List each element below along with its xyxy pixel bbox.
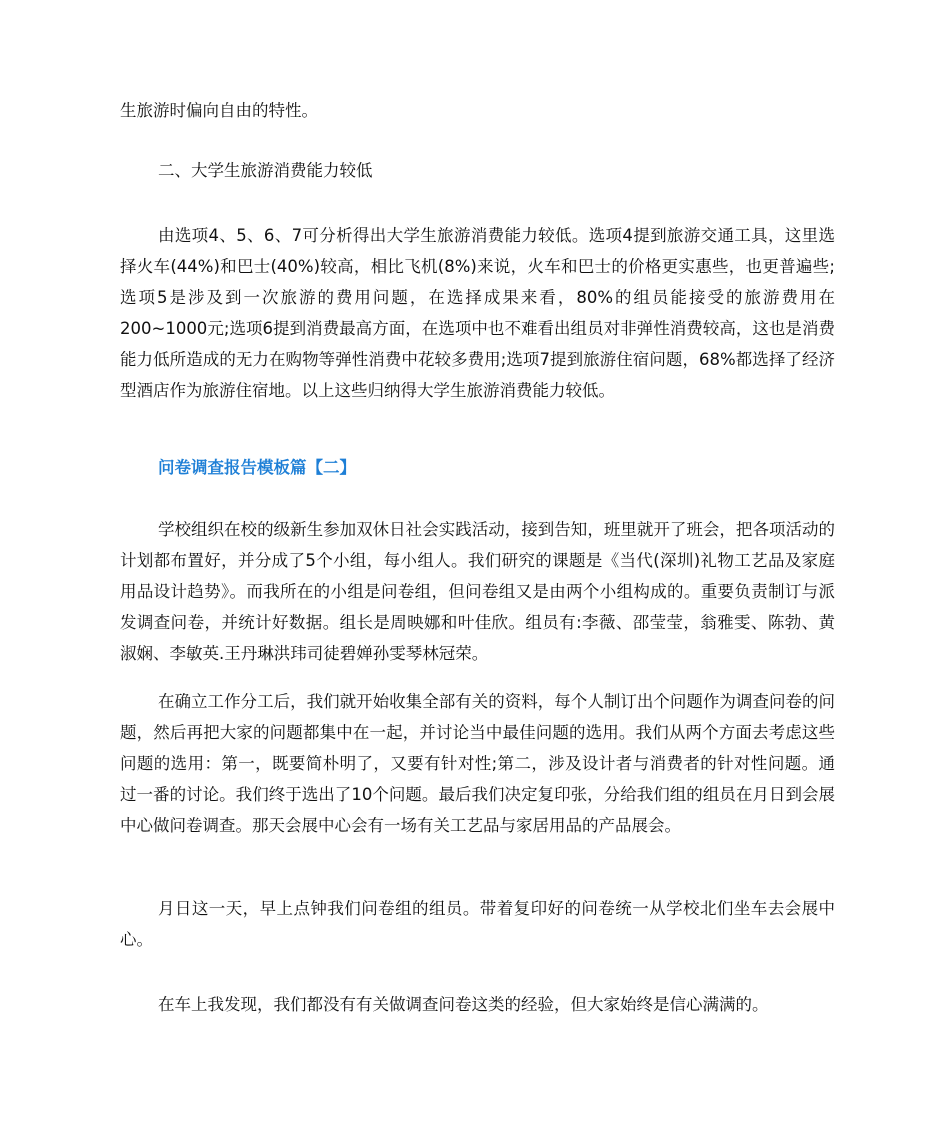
paragraph-consumption-analysis: 由选项4、5、6、7可分析得出大学生旅游消费能力较低。选项4提到旅游交通工具，这里选择火车(44%)和巴士(40%)较高，相比飞机(8%)来说，火车和巴士的价格更实惠些，也更普遍些;选项5是涉及到一次旅游的费用问题，在选择成果来看，80%的组员能接受的旅游费用在200~1000元;选项6提到消费最高方面，在选项中也不难看出组员对非弹性消费较高，这也是消费能力低所造成的无力在购物等弹性消费中花较多费用;选项7提到旅游住宿问题，68%都选择了经济型酒店作为旅游住宿地。以上这些归纳得大学生旅游消费能力较低。 [120, 226, 835, 400]
paragraph-work-division: 在确立工作分工后，我们就开始收集全部有关的资料，每个人制订出个问题作为调查问卷的问题，然后再把大家的问题都集中在一起，并讨论当中最佳问题的选用。我们从两个方面去考虑这些问题的选用：第一，既要简朴明了，又要有针对性;第二，涉及设计者与消费者的针对性问题。通过一番的讨论。我们终于选出了10个问题。最后我们决定复印张，分给我们组的组员在月日到会展中心做问卷调查。那天会展中心会有一场有关工艺品与家居用品的产品展会。 [120, 692, 835, 835]
paragraph-survey-day: 月日这一天，早上点钟我们问卷组的组员。带着复印好的问卷统一从学校北们坐车去会展中心。 [120, 899, 835, 949]
section-title-template-two: 问卷调查报告模板篇【二】 [158, 458, 356, 477]
section-heading-consumption: 二、大学生旅游消费能力较低 [158, 161, 373, 180]
paragraph-continuation: 生旅游时偏向自由的特性。 [120, 101, 318, 120]
paragraph-activity-intro: 学校组织在校的级新生参加双休日社会实践活动，接到告知，班里就开了班会，把各项活动的计划都布置好，并分成了5个小组，每小组人。我们研究的课题是《当代(深圳)礼物工艺品及家庭用品设计趋势》。而我所在的小组是问卷组，但问卷组又是由两个小组构成的。重要负责制订与派发调查问卷，并统计好数据。组长是周映娜和叶佳欣。组员有:李薇、邵莹莹，翁雅雯、陈勃、黄淑娴、李敏英.王丹琳洪玮司徒碧婵孙雯琴林冠荣。 [120, 520, 835, 663]
paragraph-on-bus: 在车上我发现，我们都没有有关做调查问卷这类的经验，但大家始终是信心满满的。 [158, 995, 769, 1014]
